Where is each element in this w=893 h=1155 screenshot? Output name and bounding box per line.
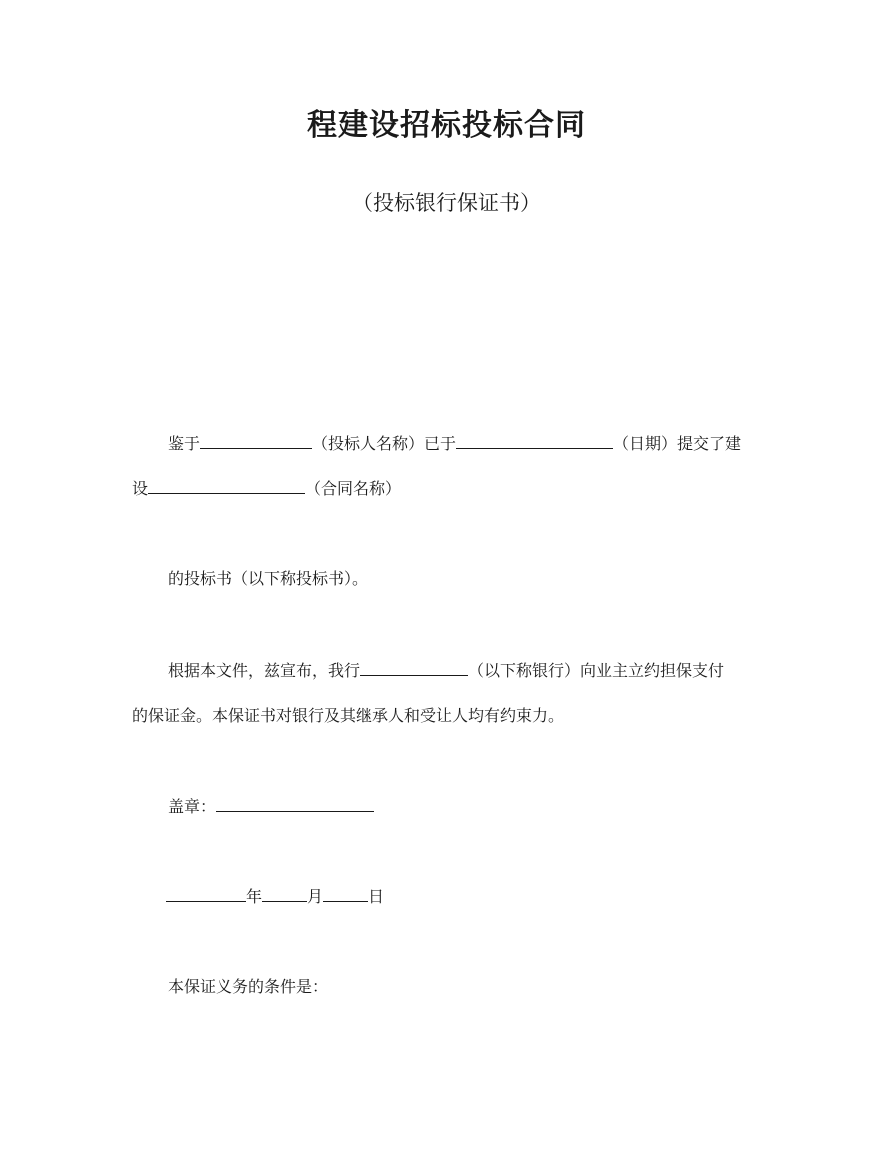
month-blank [262, 885, 307, 902]
text-contract-name: （合同名称） [305, 479, 402, 498]
text-declaration: 根据本文件，兹宣布，我行 [168, 661, 361, 680]
text-submitted: （日期）提交了建 [613, 434, 742, 453]
month-label: 月 [307, 887, 324, 906]
bidder-name-blank [200, 432, 312, 449]
para2-line: 的投标书（以下称投标书）。 [168, 569, 369, 588]
date-line [166, 885, 384, 909]
text-she: 设 [132, 479, 149, 498]
para3-line2: 的保证金。本保证书对银行及其继承人和受让人均有约束力。 [132, 706, 565, 725]
year-blank [166, 885, 246, 902]
seal-blank [216, 795, 374, 812]
text-bidder-name: （投标人名称）已于 [312, 434, 457, 453]
day-blank [323, 885, 368, 902]
para1-line2 [132, 477, 401, 501]
seal-label: 盖章： [168, 797, 217, 816]
para1-line1 [168, 432, 741, 456]
text-jianyu: 鉴于 [168, 434, 201, 453]
bank-name-blank [360, 659, 468, 676]
day-label: 日 [368, 887, 385, 906]
text-bank-guarantee: （以下称银行）向业主立约担保支付 [468, 661, 725, 680]
date-blank [456, 432, 613, 449]
contract-name-blank [148, 477, 305, 494]
document-subtitle: （投标银行保证书） [352, 191, 541, 215]
conditions-label: 本保证义务的条件是： [168, 977, 329, 996]
para3-line1 [168, 659, 724, 683]
year-label: 年 [246, 887, 263, 906]
document-title: 程建设招标投标合同 [307, 108, 586, 143]
seal-line [168, 795, 374, 819]
